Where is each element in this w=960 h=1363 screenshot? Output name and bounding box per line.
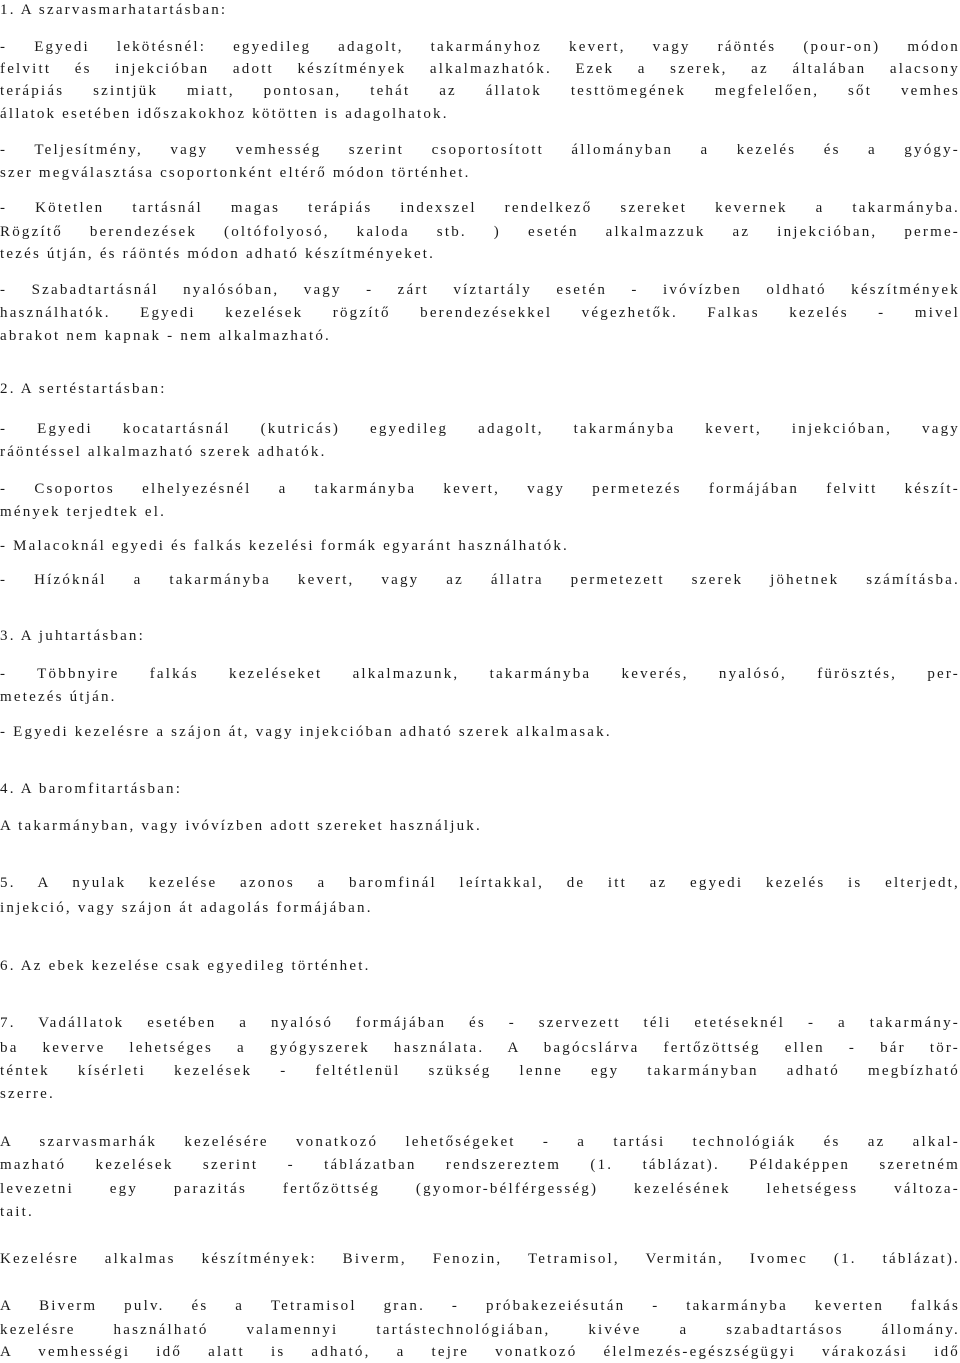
section-2-heading: 2. A sertéstartásban: bbox=[0, 381, 167, 397]
paragraph-line: felvitt és injekcióban adott készítmények alkalmazhatók. Ezek a szerek, az általában alacsony bbox=[0, 61, 960, 77]
paragraph-line: - Egyedi lekötésnél: egyedileg adagolt, takarmányhoz kevert, vagy ráöntés (pour-on) módon bbox=[0, 39, 960, 55]
section-4-heading: 4. A baromfitartásban: bbox=[0, 781, 183, 797]
paragraph-line: - Többnyire falkás kezeléseket alkalmazunk, takarmányba keverés, nyalósó, fürösztés, per- bbox=[0, 666, 960, 682]
paragraph-line: - Malacoknál egyedi és falkás kezelési formák egyaránt használhatók. bbox=[0, 538, 569, 554]
paragraph-line: - Egyedi kezelésre a szájon át, vagy injekcióban adható szerek alkalmasak. bbox=[0, 724, 612, 740]
section-3-heading: 3. A juhtartásban: bbox=[0, 628, 146, 644]
paragraph-line: - Szabadtartásnál nyalósóban, vagy - zárt víztartály esetén - ivóvízben oldható készítmények bbox=[0, 282, 960, 298]
section-5-line: 5. A nyulak kezelése azonos a baromfinál leírtakkal, de itt az egyedi kezelés is elterjedt, bbox=[0, 875, 960, 891]
paragraph-line: - Csoportos elhelyezésnél a takarmányba kevert, vagy permetezés formájában felvitt készít- bbox=[0, 481, 960, 497]
paragraph-line: használhatók. Egyedi kezelések rögzítő berendezésekkel végezhetők. Falkas kezelés - mivel bbox=[0, 305, 960, 321]
paragraph-line: Kezelésre alkalmas készítmények: Biverm, Fenozin, Tetramisol, Vermitán, Ivomec (1. táblázat). bbox=[0, 1251, 960, 1267]
paragraph-line: terápiás szintjük miatt, pontosan, tehát az állatok testtömegének megfelelően, sőt vemhes bbox=[0, 83, 960, 99]
paragraph-line: mazható kezelések szerint - táblázatban rendszereztem (1. táblázat). Példaképpen szeretném bbox=[0, 1157, 960, 1173]
paragraph-line: A szarvasmarhák kezelésére vonatkozó lehetőségeket - a tartási technológiák és az alkal- bbox=[0, 1134, 960, 1150]
paragraph-line: - Kötetlen tartásnál magas terápiás indexszel rendelkező szereket kevernek a takarmányba. bbox=[0, 200, 960, 216]
paragraph-line: A takarmányban, vagy ivóvízben adott szereket használjuk. bbox=[0, 818, 482, 834]
paragraph-line: téntek kísérleti kezelések - feltétlenül szükség lenne egy takarmányban adható megbízható bbox=[0, 1063, 960, 1079]
paragraph-line: Rögzítő berendezések (oltófolyosó, kaloda stb. ) esetén alkalmazzuk az injekcióban, perme- bbox=[0, 224, 960, 240]
paragraph-line: ba keverve lehetséges a gyógyszerek használata. A bagócslárva fertőzöttség ellen - bár tör- bbox=[0, 1040, 960, 1056]
paragraph-line: abrakot nem kapnak - nem alkalmazható. bbox=[0, 328, 331, 344]
paragraph-line: A Biverm pulv. és a Tetramisol gran. - próbakezeiésután - takarmányba keverten falkás bbox=[0, 1298, 960, 1314]
paragraph-line: - Hízóknál a takarmányba kevert, vagy az állatra permetezett szerek jöhetnek számításba. bbox=[0, 572, 960, 588]
paragraph-line: szerre. bbox=[0, 1086, 55, 1102]
paragraph-line: mények terjedtek el. bbox=[0, 504, 167, 520]
paragraph-line: kezelésre használható valamennyi tartástechnológiában, kivéve a szabadtartásos állomány. bbox=[0, 1322, 960, 1338]
paragraph-line: - Teljesítmény, vagy vemhesség szerint csoportosított állományban a kezelés és a gyógy- bbox=[0, 142, 960, 158]
paragraph-line: A vemhességi idő alatt is adható, a tejre vonatkozó élelmezés-egészségügyi várakozási idő bbox=[0, 1344, 960, 1360]
paragraph-line: metezés útján. bbox=[0, 689, 117, 705]
paragraph-line: injekció, vagy szájon át adagolás formájában. bbox=[0, 900, 373, 916]
paragraph-line: tait. bbox=[0, 1204, 34, 1220]
paragraph-line: tezés útján, és ráöntés módon adható készítményeket. bbox=[0, 246, 436, 262]
section-6-line: 6. Az ebek kezelése csak egyedileg történhet. bbox=[0, 958, 371, 974]
paragraph-line: levezetni egy parazitás fertőzöttség (gyomor-bélférgesség) kezelésének lehetségess változa- bbox=[0, 1181, 960, 1197]
paragraph-line: ráöntéssel alkalmazható szerek adhatók. bbox=[0, 444, 327, 460]
section-1-heading: 1. A szarvasmarhatartásban: bbox=[0, 2, 228, 18]
paragraph-line: - Egyedi kocatartásnál (kutricás) egyedileg adagolt, takarmányba kevert, injekcióban, vagy bbox=[0, 421, 960, 437]
section-7-line: 7. Vadállatok esetében a nyalósó formájában és - szervezett téli etetéseknél - a takarmány- bbox=[0, 1015, 960, 1031]
paragraph-line: szer megválasztása csoportonként eltérő módon történhet. bbox=[0, 165, 471, 181]
paragraph-line: állatok esetében időszakokhoz kötötten is adagolhatok. bbox=[0, 106, 449, 122]
